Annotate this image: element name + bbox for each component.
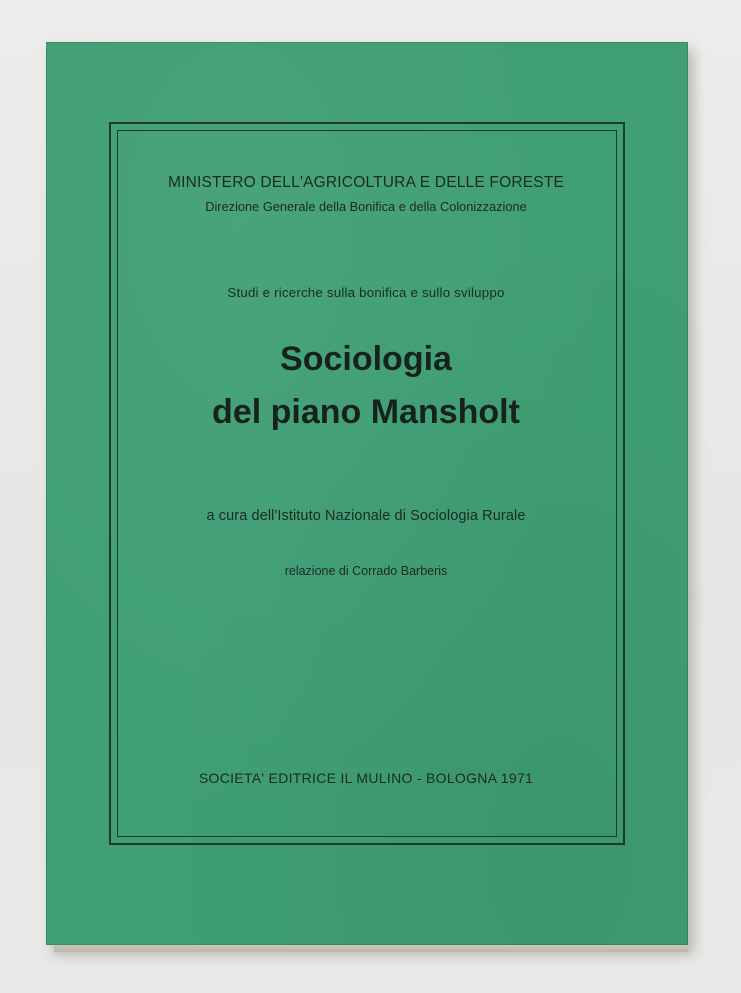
cover-frame-inner (117, 130, 617, 837)
book-title-line-2: del piano Mansholt (212, 393, 520, 431)
series-title: Studi e ricerche sulla bonifica e sullo sviluppo (227, 285, 505, 300)
book-cover (46, 42, 688, 945)
report-author: relazione di Corrado Barberis (284, 564, 448, 578)
publisher-imprint: SOCIETA' EDITRICE IL MULINO - BOLOGNA 1971 (198, 770, 534, 786)
book-title-line-1: Sociologia (280, 340, 452, 378)
direction-subheading: Direzione Generale della Bonifica e della Colonizzazione (205, 199, 527, 214)
editor-credit: a cura dell'Istituto Nazionale di Sociologia Rurale (206, 508, 526, 524)
ministry-heading: MINISTERO DELL'AGRICOLTURA E DELLE FORESTE (167, 174, 565, 191)
